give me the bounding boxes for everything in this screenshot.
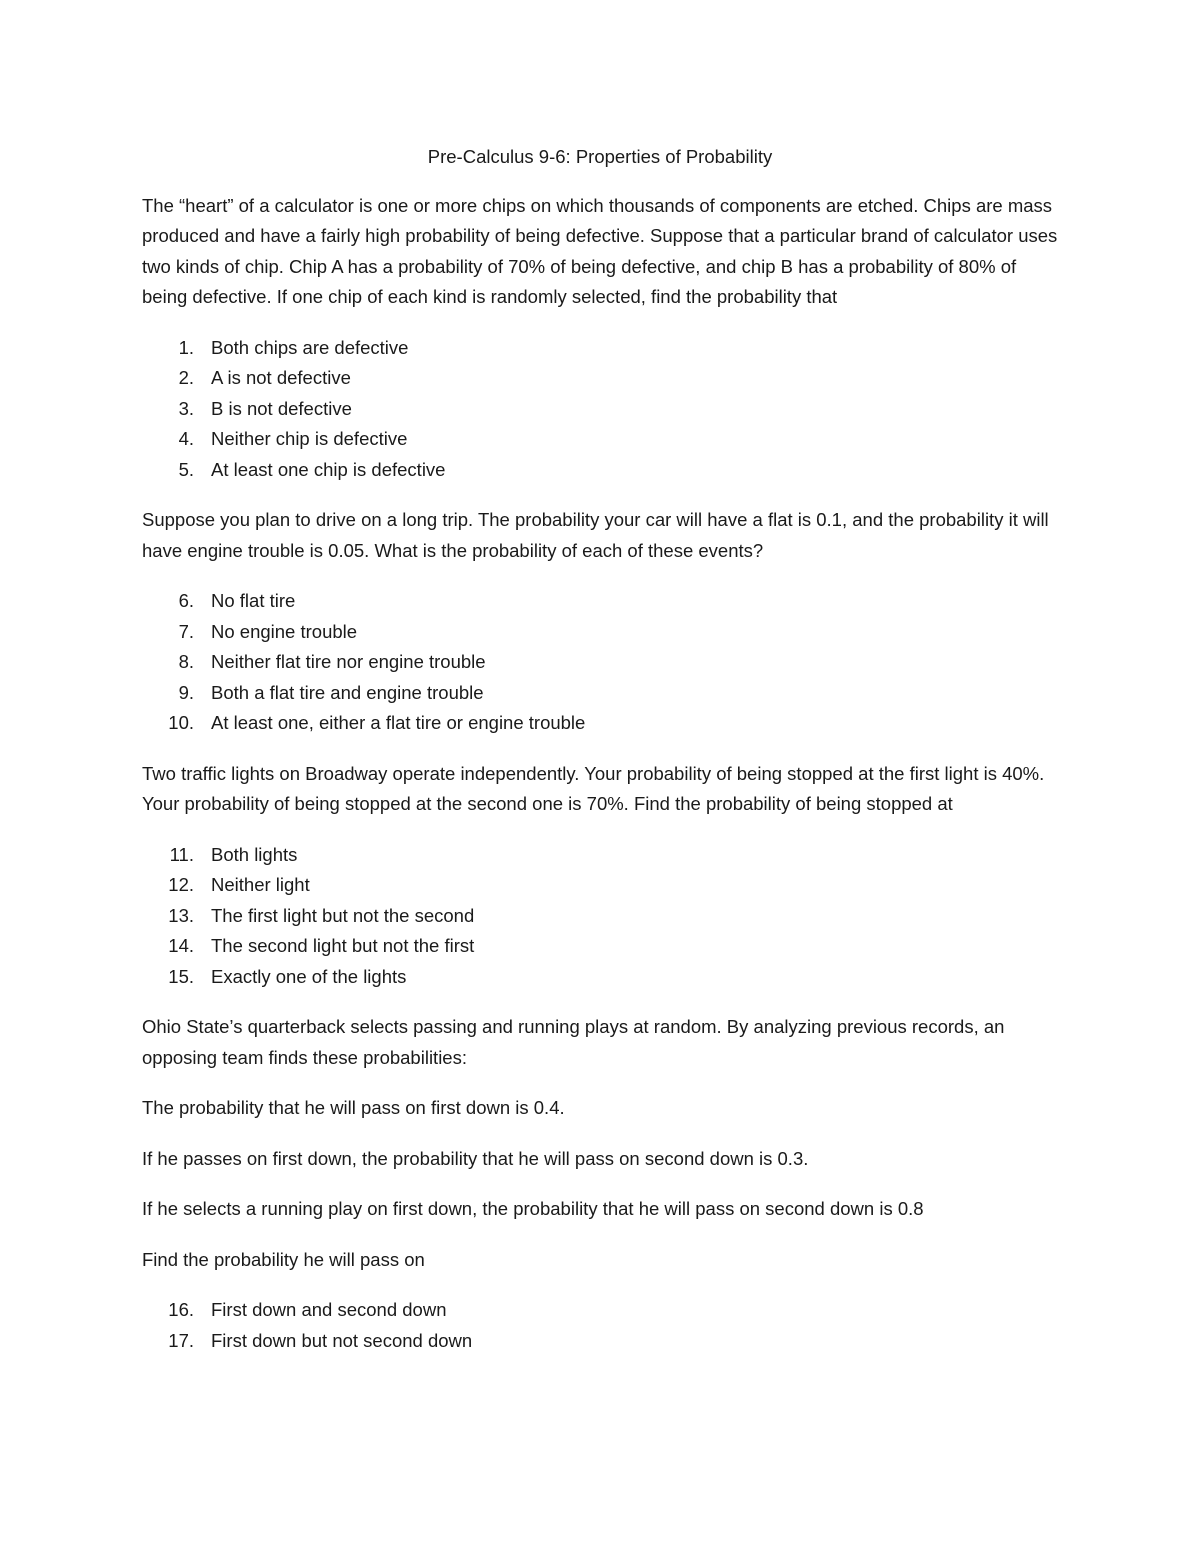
question-list-chips [142,333,1058,486]
question-text: Both chips are defective [211,336,409,358]
question-number: 16. [168,1299,194,1320]
question-item [142,1295,1058,1326]
question-text: Neither chip is defective [211,428,408,449]
question-item [142,1326,1058,1357]
question-item [142,901,1058,932]
question-text: No engine trouble [211,620,358,642]
question-number: 10. [168,712,194,733]
question-number: 3. [178,397,194,419]
question-text: B is not defective [211,397,352,419]
statement-find-probability: Find the probability he will pass on [142,1248,425,1270]
section-intro-traffic-lights: Two traffic lights on Broadway operate independently. Your probability of being stopped at the first light is 40%. Your probability of being stopped at the second one is 70%. Find the probability of being stopped at [142,762,1045,814]
question-text: Neither flat tire nor engine trouble [211,651,486,672]
question-number: 12. [168,874,194,895]
question-text: The second light but not the first [211,935,475,956]
question-text: At least one, either a flat tire or engine trouble [211,712,586,733]
question-item [142,840,1058,871]
question-text: Both lights [211,843,298,865]
statement-first-down: The probability that he will pass on first down is 0.4. [142,1097,565,1118]
question-text: At least one chip is defective [211,458,446,480]
question-number: 11. [169,843,194,865]
question-number: 8. [178,651,194,672]
question-number: 6. [178,590,194,611]
question-text: First down and second down [211,1299,447,1320]
question-item [142,333,1058,364]
question-item [142,870,1058,901]
question-number: 13. [168,904,194,926]
question-item [142,931,1058,962]
section-intro-chips: The “heart” of a calculator is one or more chips on which thousands of components are etched. Chips are mass produced and have a fairly high probability of being defective. Suppose that a particular brand of calculator uses two kinds of chip. Chip A has a probability of 70% of being defective, and chip B has a probability of 80% of being defective. If one chip of each kind is randomly selected, find the probability that [142,194,1058,307]
question-item [142,647,1058,678]
section-intro-car-trip: Suppose you plan to drive on a long trip. The probability your car will have a flat is 0.1, and the probability it will have engine trouble is 0.05. What is the probability of each of these events? [142,509,1049,561]
question-number: 2. [178,367,194,388]
question-item [142,617,1058,648]
question-text: Neither light [211,874,310,895]
question-number: 7. [178,620,194,642]
question-list-traffic-lights [142,840,1058,993]
question-text: First down but not second down [211,1329,473,1351]
question-list-car-trip [142,586,1058,739]
question-number: 15. [168,965,194,987]
question-text: The first light but not the second [211,904,475,926]
question-list-quarterback [142,1295,1058,1356]
question-number: 1. [178,336,194,358]
question-number: 5. [178,458,194,480]
question-item [142,586,1058,617]
question-number: 9. [178,681,194,703]
question-item [142,962,1058,993]
question-item [142,708,1058,739]
question-text: No flat tire [211,590,296,611]
question-item [142,363,1058,394]
section-intro-quarterback: Ohio State’s quarterback selects passing and running plays at random. By analyzing previous records, an opposing team finds these probabilities: [142,1016,1005,1068]
question-number: 14. [168,935,194,956]
question-item [142,678,1058,709]
question-number: 4. [178,428,194,449]
question-text: A is not defective [211,367,351,388]
question-item [142,424,1058,455]
document-body [142,142,1058,1376]
question-number: 17. [168,1329,194,1351]
question-item [142,455,1058,486]
question-text: Both a flat tire and engine trouble [211,681,484,703]
statement-run-then-pass: If he selects a running play on first down, the probability that he will pass on second down is 0.8 [142,1198,924,1219]
page-title: Pre-Calculus 9-6: Properties of Probability [427,146,773,167]
question-text: Exactly one of the lights [211,965,407,987]
question-item [142,394,1058,425]
statement-pass-then-pass: If he passes on first down, the probability that he will pass on second down is 0.3. [142,1147,809,1169]
